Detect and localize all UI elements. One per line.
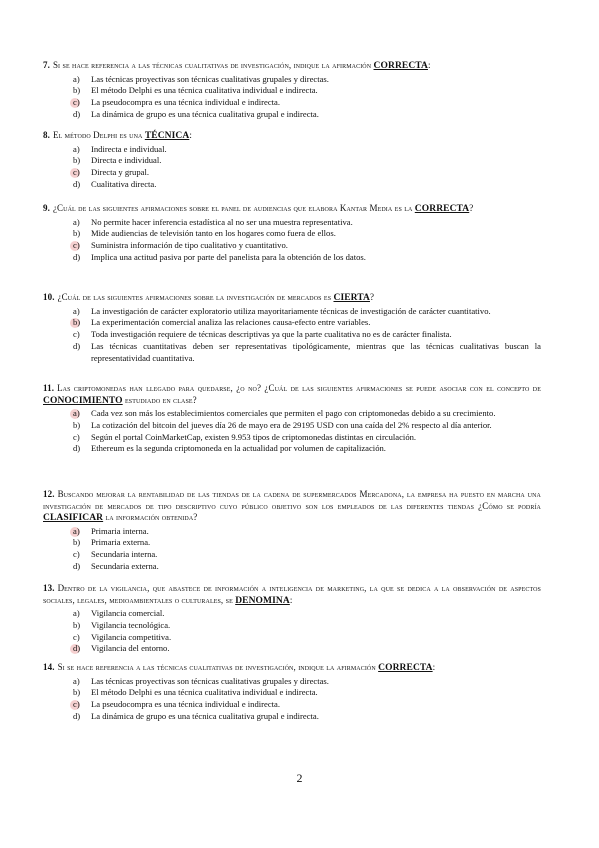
question-text-end: : — [189, 130, 192, 140]
answer-text: Primaria interna. — [91, 525, 149, 536]
answer-option — [43, 420, 541, 432]
question-block — [43, 203, 541, 264]
question-keyword: CORRECTA — [414, 204, 470, 214]
answer-option — [43, 155, 541, 167]
answer-text: El método Delphi es una técnica cualitativa individual e indirecta. — [91, 85, 318, 96]
answer-letter-label: a) — [73, 608, 80, 618]
question-keyword: CONOCIMIENTO — [43, 395, 123, 406]
answer-option — [43, 643, 541, 655]
answer-text: Mide audiencias de televisión tanto en los hogares como fuera de ellos. — [91, 228, 336, 239]
question-number: 11. — [43, 383, 55, 393]
answer-text: Cualitativa directa. — [91, 178, 157, 189]
answer-option — [43, 699, 541, 711]
question-keyword: CORRECTA — [373, 61, 428, 71]
answer-letter — [73, 252, 87, 264]
question-keyword: CORRECTA — [378, 663, 433, 673]
answer-letter — [73, 549, 87, 561]
answer-letter-label: d) — [73, 710, 81, 721]
question-number: 8. — [43, 130, 50, 140]
question-statement — [43, 383, 541, 407]
question-statement — [43, 203, 541, 216]
answer-option — [43, 632, 541, 644]
question-block — [43, 489, 541, 573]
answer-letter-label: c) — [73, 97, 80, 108]
question-block — [43, 662, 541, 723]
answer-option — [43, 167, 541, 179]
answer-text: Según el portal CoinMarketCap, existen 9.953 tipos de criptomonedas distintas en circulación. — [91, 431, 417, 442]
answer-letter-label: d) — [73, 643, 81, 654]
question-text: Buscando mejorar la rentabilidad de las tiendas de la cadena de supermercados Mercadona, la empresa ha puesto en marcha una investigación de mercados de tipo descriptivo cuyo público objetivo son los empleados de las diferentes tiendas ¿Cómo se podría — [43, 489, 541, 511]
answer-letter-label: d) — [73, 443, 81, 454]
answer-letter — [73, 711, 87, 723]
answer-text: La experimentación comercial analiza las relaciones causa-efecto entre variables. — [91, 317, 371, 328]
answer-letter-marked — [73, 97, 87, 109]
question-statement — [43, 583, 541, 607]
question-text-end: : — [428, 60, 431, 70]
question-block — [43, 60, 541, 121]
answer-letter — [73, 443, 87, 455]
answer-letter — [73, 179, 87, 191]
question-statement — [43, 662, 541, 675]
answer-letter — [73, 341, 87, 353]
answer-option — [43, 687, 541, 699]
answer-letter-label: c) — [73, 240, 80, 251]
answer-text: La dinámica de grupo es una técnica cualitativa grupal e indirecta. — [91, 710, 319, 721]
answer-letter-label: d) — [73, 178, 81, 189]
answer-text: Las técnicas proyectivas son técnicas cualitativas grupales y directas. — [91, 675, 329, 686]
answer-letter — [73, 306, 87, 318]
answer-text: La investigación de carácter exploratorio utiliza mayoritariamente técnicas de investigación de carácter cuantitativo. — [91, 305, 491, 316]
answer-letter — [73, 676, 87, 688]
answer-letter-label: a) — [73, 143, 80, 154]
answer-text: La dinámica de grupo es una técnica cualitativa grupal e indirecta. — [91, 108, 319, 119]
answer-letter-label: c) — [73, 329, 80, 340]
answer-letter-label: b) — [73, 228, 81, 239]
answer-text: Las técnicas cuantitativas deben ser representativas tipológicamente, mientras que las técnicas cualitativas buscan la representatividad cuantitativa. — [91, 340, 541, 363]
answer-letter — [73, 420, 87, 432]
answer-text: Cada vez son más los establecimientos comerciales que permiten el pago con criptomonedas debido a su crecimiento. — [91, 408, 496, 418]
question-block — [43, 130, 541, 191]
answer-letter-label: b) — [73, 317, 81, 328]
answer-letter — [73, 561, 87, 573]
answer-option — [43, 711, 541, 723]
answer-text: No permite hacer inferencia estadística al no ser una muestra representativa. — [91, 216, 353, 227]
answer-option — [43, 561, 541, 573]
page-number: 2 — [296, 771, 303, 785]
answer-text: Implica una actitud pasiva por parte del panelista para la obtención de los datos. — [91, 251, 366, 262]
answer-option — [43, 549, 541, 561]
answer-letter — [73, 155, 87, 167]
answer-option — [43, 537, 541, 549]
answer-letter-marked — [73, 408, 87, 420]
answer-options — [43, 676, 541, 723]
answer-letter — [73, 144, 87, 156]
answer-letter-label: d) — [73, 560, 81, 571]
answer-letter-label: a) — [73, 216, 80, 227]
answer-options — [43, 526, 541, 573]
answer-letter-label: c) — [73, 167, 80, 178]
answer-option — [43, 432, 541, 444]
answer-letter — [73, 217, 87, 229]
answer-letter-label: a) — [73, 73, 80, 84]
answer-option — [43, 252, 541, 264]
answer-letter-label: a) — [73, 525, 80, 536]
answer-text: Las técnicas proyectivas son técnicas cualitativas grupales y directas. — [91, 73, 329, 84]
question-block — [43, 383, 541, 455]
answer-text: La pseudocompra es una técnica individual e indirecta. — [91, 97, 280, 108]
answer-option — [43, 74, 541, 86]
answer-option — [43, 526, 541, 538]
answer-option — [43, 443, 541, 455]
question-text: El método Delphi es una — [52, 130, 145, 140]
answer-text: Vigilancia competitiva. — [91, 631, 172, 642]
question-text: ¿Cuál de las siguientes afirmaciones sobre la investigación de mercados es — [57, 292, 334, 302]
answer-letter-label: d) — [73, 108, 81, 119]
answer-letter-label: b) — [73, 687, 81, 698]
answer-letter-label: b) — [73, 155, 81, 166]
answer-text: Vigilancia comercial. — [91, 608, 165, 618]
answer-letter-label: b) — [73, 537, 81, 548]
answer-letter-label: c) — [73, 631, 80, 642]
answer-letter-marked — [73, 317, 87, 329]
answer-text: La pseudocompra es una técnica individual e indirecta. — [91, 699, 280, 710]
answer-text: Ethereum es la segunda criptomoneda en la actualidad por volumen de capitalización. — [91, 443, 386, 454]
answer-letter-marked — [73, 167, 87, 179]
question-keyword: DENOMINA — [235, 595, 290, 606]
answer-text: La cotización del bitcoin del jueves día 26 de mayo era de 29195 USD con una caída del 2% respecto al día anterior. — [91, 419, 492, 430]
question-keyword: TÉCNICA — [144, 131, 190, 141]
question-text-end: la información obtenida? — [103, 512, 198, 522]
question-text-end: : — [432, 662, 436, 672]
answer-letter-label: b) — [73, 619, 81, 630]
answer-text: Secundaria externa. — [91, 560, 159, 571]
answer-text: Suministra información de tipo cualitativo y cuantitativo. — [91, 240, 288, 251]
answer-option — [43, 179, 541, 191]
answer-letter — [73, 632, 87, 644]
answer-options — [43, 608, 541, 655]
question-statement — [43, 292, 541, 305]
question-block — [43, 583, 541, 655]
question-text: ¿Cuál de las siguientes afirmaciones sobre el panel de audiencias que elabora Kantar Media es la — [52, 203, 415, 213]
answer-letter — [73, 687, 87, 699]
question-text: Si se hace referencia a las técnicas cualitativas de investigación, indique la afirmación — [52, 60, 374, 70]
question-statement — [43, 60, 541, 73]
answer-options — [43, 217, 541, 264]
answer-letter — [73, 109, 87, 121]
answer-option — [43, 240, 541, 252]
answer-letter-marked — [73, 699, 87, 711]
question-number: 7. — [43, 60, 50, 70]
answer-option — [43, 620, 541, 632]
answer-option — [43, 329, 541, 341]
answer-letter — [73, 432, 87, 444]
answer-text: Directa y grupal. — [91, 167, 149, 178]
question-keyword: CIERTA — [333, 293, 370, 303]
answer-letter-label: d) — [73, 340, 81, 351]
question-number: 9. — [43, 203, 50, 213]
question-text-end: estudiado en clase? — [122, 394, 197, 405]
answer-option — [43, 306, 541, 318]
question-text-end: : — [289, 594, 293, 605]
answer-letter — [73, 85, 87, 97]
answer-letter-label: c) — [73, 549, 80, 560]
answer-letter-label: a) — [73, 675, 80, 686]
answer-option — [43, 85, 541, 97]
answer-letter — [73, 329, 87, 341]
answer-options — [43, 74, 541, 121]
answer-option — [43, 408, 541, 420]
answer-text: Toda investigación requiere de técnicas descriptivas ya que la parte cualitativa no es de carácter finalista. — [91, 329, 452, 340]
answer-text: Directa e individual. — [91, 155, 162, 166]
answer-letter — [73, 74, 87, 86]
question-text: Dentro de la vigilancia, que abastece de información a inteligencia de marketing, la que se dedica a la observación de aspectos sociales, legales, medioambientales o culturales, se — [43, 583, 541, 605]
answer-letter — [73, 608, 87, 620]
answer-text: Secundaria interna. — [91, 549, 158, 560]
answer-letter-marked — [73, 643, 87, 655]
question-number: 10. — [43, 292, 55, 302]
answer-option — [43, 109, 541, 121]
answer-text: Indirecta e individual. — [91, 143, 167, 154]
question-block — [43, 292, 541, 364]
answer-option — [43, 608, 541, 620]
answer-letter-label: a) — [73, 305, 80, 316]
answer-letter-marked — [73, 526, 87, 538]
answer-text: Vigilancia del entorno. — [91, 643, 170, 654]
question-text: Si se hace referencia a las técnicas cualitativas de investigación, indique la afirmación — [57, 662, 379, 672]
question-statement — [43, 489, 541, 525]
answer-letter-label: b) — [73, 419, 81, 430]
answer-option — [43, 217, 541, 229]
answer-letter — [73, 228, 87, 240]
answer-option — [43, 341, 541, 365]
answer-letter-label: c) — [73, 699, 80, 710]
question-statement — [43, 130, 541, 143]
answer-option — [43, 317, 541, 329]
answer-letter-label: b) — [73, 85, 81, 96]
question-keyword: CLASIFICAR — [43, 513, 104, 523]
question-number: 13. — [43, 583, 55, 593]
answer-options — [43, 408, 541, 455]
answer-letter-label: a) — [73, 408, 80, 418]
question-text: Las criptomonedas han llegado para quedarse, ¿o no? ¿Cuál de las siguientes afirmaciones se puede asociar con el concepto de — [57, 383, 541, 393]
answer-option — [43, 228, 541, 240]
answer-options — [43, 306, 541, 365]
question-text-end: ? — [370, 292, 375, 302]
answer-option — [43, 97, 541, 109]
answer-text: El método Delphi es una técnica cualitativa individual e indirecta. — [91, 687, 318, 698]
answer-letter-label: c) — [73, 431, 80, 442]
question-number: 14. — [43, 662, 55, 672]
answer-text: Primaria externa. — [91, 537, 151, 548]
answer-text: Vigilancia tecnológica. — [91, 619, 171, 630]
answer-option — [43, 676, 541, 688]
question-number: 12. — [43, 489, 55, 499]
answer-option — [43, 144, 541, 156]
question-text-end: ? — [469, 203, 474, 213]
answer-letter — [73, 537, 87, 549]
answer-letter — [73, 620, 87, 632]
answer-options — [43, 144, 541, 191]
answer-letter-label: d) — [73, 251, 81, 262]
answer-letter-marked — [73, 240, 87, 252]
